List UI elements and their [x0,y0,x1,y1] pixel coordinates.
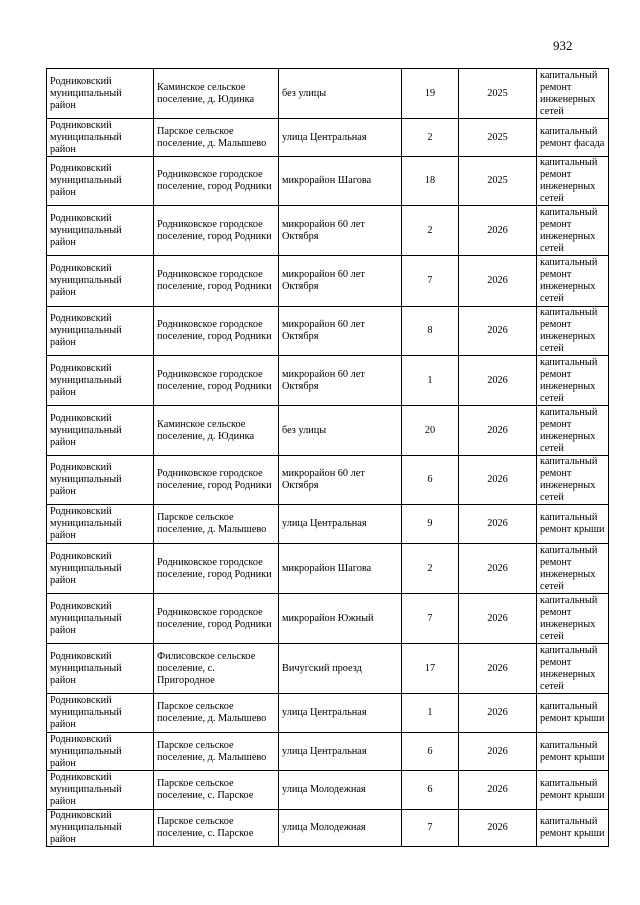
work-type-cell: капитальный ремонт фасада [537,119,609,157]
house-number-cell: 6 [402,771,459,810]
work-type-cell: капитальный ремонт инженерных сетей [537,406,609,456]
work-type-cell: капитальный ремонт инженерных сетей [537,206,609,256]
settlement-cell: Парское сельское поселение, д. Малышево [154,119,279,157]
work-type-cell: капитальный ремонт инженерных сетей [537,256,609,307]
year-cell: 2026 [459,307,537,356]
district-cell: Родниковский муниципальный район [47,256,154,307]
table-row [47,206,609,256]
work-type-cell: капитальный ремонт крыши [537,694,609,733]
work-type-cell: капитальный ремонт инженерных сетей [537,69,609,119]
house-number-cell: 20 [402,406,459,456]
district-cell: Родниковский муниципальный район [47,810,154,847]
table-row [47,644,609,694]
house-number-cell: 7 [402,594,459,644]
work-type-cell: капитальный ремонт крыши [537,733,609,771]
work-type-cell: капитальный ремонт инженерных сетей [537,544,609,594]
year-cell: 2025 [459,69,537,119]
district-cell: Родниковский муниципальный район [47,771,154,810]
street-cell: без улицы [279,406,402,456]
house-number-cell: 1 [402,356,459,406]
table-row [47,157,609,206]
year-cell: 2026 [459,456,537,505]
street-cell: микрорайон 60 лет Октября [279,356,402,406]
work-type-cell: капитальный ремонт крыши [537,771,609,810]
street-cell: микрорайон 60 лет Октября [279,256,402,307]
work-type-cell: капитальный ремонт инженерных сетей [537,456,609,505]
house-number-cell: 7 [402,256,459,307]
street-cell: улица Центральная [279,733,402,771]
district-cell: Родниковский муниципальный район [47,644,154,694]
house-number-cell: 2 [402,206,459,256]
settlement-cell: Родниковское городское поселение, город Родники [154,456,279,505]
settlement-cell: Парское сельское поселение, с. Парское [154,771,279,810]
house-number-cell: 1 [402,694,459,733]
house-number-cell: 17 [402,644,459,694]
settlement-cell: Родниковское городское поселение, город Родники [154,356,279,406]
settlement-cell: Парское сельское поселение, д. Малышево [154,694,279,733]
district-cell: Родниковский муниципальный район [47,69,154,119]
street-cell: микрорайон 60 лет Октября [279,206,402,256]
house-number-cell: 6 [402,456,459,505]
house-number-cell: 7 [402,810,459,847]
table-row [47,356,609,406]
year-cell: 2026 [459,694,537,733]
table-row [47,694,609,733]
district-cell: Родниковский муниципальный район [47,356,154,406]
district-cell: Родниковский муниципальный район [47,733,154,771]
housing-repair-table [46,68,609,847]
street-cell: улица Молодежная [279,810,402,847]
work-type-cell: капитальный ремонт инженерных сетей [537,644,609,694]
settlement-cell: Родниковское городское поселение, город Родники [154,594,279,644]
year-cell: 2026 [459,505,537,544]
district-cell: Родниковский муниципальный район [47,544,154,594]
settlement-cell: Каминское сельское поселение, д. Юдинка [154,69,279,119]
settlement-cell: Родниковское городское поселение, город Родники [154,307,279,356]
year-cell: 2026 [459,256,537,307]
street-cell: Вичугский проезд [279,644,402,694]
table-row [47,771,609,810]
settlement-cell: Родниковское городское поселение, город Родники [154,206,279,256]
work-type-cell: капитальный ремонт крыши [537,505,609,544]
year-cell: 2026 [459,771,537,810]
street-cell: микрорайон 60 лет Октября [279,307,402,356]
street-cell: улица Центральная [279,694,402,733]
district-cell: Родниковский муниципальный район [47,307,154,356]
house-number-cell: 2 [402,119,459,157]
work-type-cell: капитальный ремонт крыши [537,810,609,847]
district-cell: Родниковский муниципальный район [47,694,154,733]
street-cell: улица Молодежная [279,771,402,810]
table-row [47,69,609,119]
house-number-cell: 19 [402,69,459,119]
district-cell: Родниковский муниципальный район [47,505,154,544]
district-cell: Родниковский муниципальный район [47,594,154,644]
street-cell: улица Центральная [279,505,402,544]
table-row [47,733,609,771]
year-cell: 2026 [459,206,537,256]
work-type-cell: капитальный ремонт инженерных сетей [537,307,609,356]
settlement-cell: Каминское сельское поселение, д. Юдинка [154,406,279,456]
district-cell: Родниковский муниципальный район [47,119,154,157]
year-cell: 2026 [459,594,537,644]
settlement-cell: Филисовское сельское поселение, с. Пригородное [154,644,279,694]
street-cell: микрорайон Шагова [279,544,402,594]
settlement-cell: Родниковское городское поселение, город Родники [154,256,279,307]
page-number: 932 [553,38,573,53]
table-row [47,256,609,307]
table-row [47,307,609,356]
street-cell: без улицы [279,69,402,119]
house-number-cell: 2 [402,544,459,594]
district-cell: Родниковский муниципальный район [47,406,154,456]
table-row [47,594,609,644]
table-row [47,119,609,157]
year-cell: 2025 [459,119,537,157]
work-type-cell: капитальный ремонт инженерных сетей [537,157,609,206]
street-cell: микрорайон Южный [279,594,402,644]
district-cell: Родниковский муниципальный район [47,456,154,505]
district-cell: Родниковский муниципальный район [47,206,154,256]
settlement-cell: Родниковское городское поселение, город Родники [154,544,279,594]
table-row [47,406,609,456]
settlement-cell: Парское сельское поселение, с. Парское [154,810,279,847]
year-cell: 2026 [459,810,537,847]
table-row [47,544,609,594]
table-row [47,505,609,544]
house-number-cell: 9 [402,505,459,544]
settlement-cell: Парское сельское поселение, д. Малышево [154,505,279,544]
work-type-cell: капитальный ремонт инженерных сетей [537,356,609,406]
street-cell: микрорайон 60 лет Октября [279,456,402,505]
work-type-cell: капитальный ремонт инженерных сетей [537,594,609,644]
year-cell: 2026 [459,644,537,694]
table-row [47,810,609,847]
year-cell: 2026 [459,544,537,594]
year-cell: 2026 [459,356,537,406]
year-cell: 2026 [459,733,537,771]
house-number-cell: 6 [402,733,459,771]
street-cell: микрорайон Шагова [279,157,402,206]
year-cell: 2026 [459,406,537,456]
table-row [47,456,609,505]
settlement-cell: Парское сельское поселение, д. Малышево [154,733,279,771]
district-cell: Родниковский муниципальный район [47,157,154,206]
house-number-cell: 18 [402,157,459,206]
settlement-cell: Родниковское городское поселение, город Родники [154,157,279,206]
house-number-cell: 8 [402,307,459,356]
year-cell: 2025 [459,157,537,206]
street-cell: улица Центральная [279,119,402,157]
